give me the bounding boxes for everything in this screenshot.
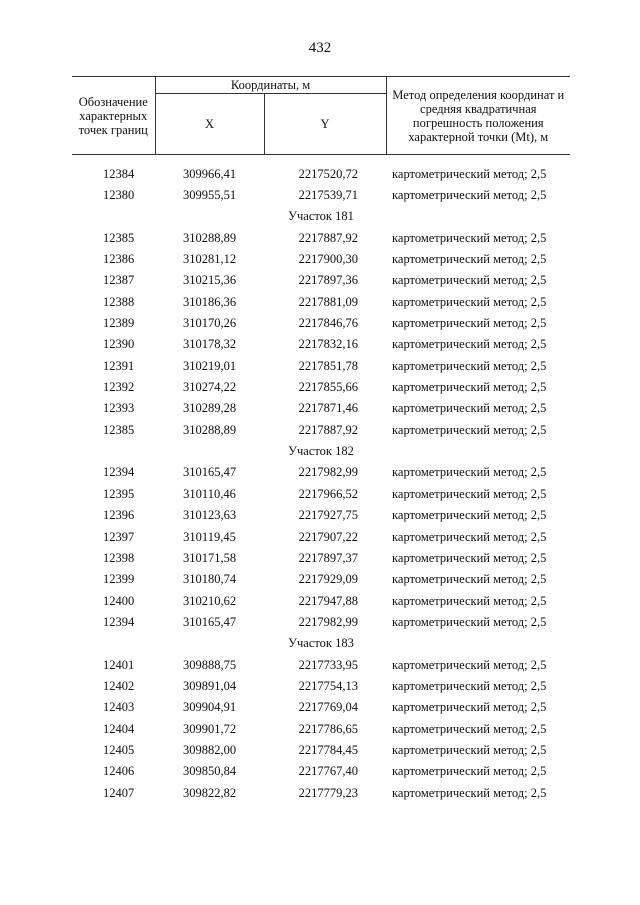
- coordinate-x: 310171,58: [182, 550, 237, 565]
- header-method: Метод определения координат и средняя квадратичная погрешность положения характерной точки (Mt), м: [386, 77, 570, 155]
- table-row: [72, 398, 570, 419]
- coordinate-y: 2217982,99: [298, 614, 359, 629]
- table-row: [72, 419, 570, 440]
- table-row: [72, 163, 570, 184]
- table-body: [72, 155, 570, 804]
- coordinate-y: 2217784,45: [298, 742, 359, 757]
- coordinate-x: 309901,72: [182, 721, 237, 736]
- section-row: [72, 633, 570, 654]
- coordinate-y: 2217887,92: [298, 230, 359, 245]
- coordinate-y: 2217947,88: [298, 593, 359, 608]
- table-row: [72, 334, 570, 355]
- coordinate-y: 2217897,36: [298, 273, 359, 288]
- coordinate-y: 2217887,92: [298, 422, 359, 437]
- table-row: [72, 376, 570, 397]
- coordinate-y: 2217779,23: [298, 785, 359, 800]
- coordinate-x: 310281,12: [182, 252, 237, 267]
- coordinate-y: 2217900,30: [298, 252, 359, 267]
- method-cell: картометрический метод; 2,5: [392, 188, 547, 203]
- coordinate-y: 2217851,78: [298, 358, 359, 373]
- point-number: 12387: [103, 273, 135, 288]
- coordinate-x: 309888,75: [182, 657, 237, 672]
- method-cell: картометрический метод; 2,5: [392, 358, 547, 373]
- method-cell: картометрический метод; 2,5: [392, 614, 547, 629]
- coordinate-y: 2217927,75: [298, 508, 359, 523]
- method-cell: картометрический метод; 2,5: [392, 678, 547, 693]
- point-number: 12391: [103, 358, 135, 373]
- table-row: [72, 270, 570, 291]
- point-number: 12402: [103, 678, 135, 693]
- coordinate-x: 309822,82: [182, 785, 237, 800]
- table-row: [72, 462, 570, 483]
- method-cell: картометрический метод; 2,5: [392, 465, 547, 480]
- point-number: 12395: [103, 486, 135, 501]
- point-number: 12384: [103, 166, 135, 181]
- method-cell: картометрический метод; 2,5: [392, 742, 547, 757]
- table-row: [72, 569, 570, 590]
- method-cell: картометрический метод; 2,5: [392, 422, 547, 437]
- table-row: [72, 782, 570, 803]
- coordinate-y: 2217832,16: [298, 337, 359, 352]
- coordinate-x: 310288,89: [182, 422, 237, 437]
- coordinate-y: 2217982,99: [298, 465, 359, 480]
- point-number: 12400: [103, 593, 135, 608]
- table-row: [72, 654, 570, 675]
- method-cell: картометрический метод; 2,5: [392, 550, 547, 565]
- point-number: 12385: [103, 230, 135, 245]
- coordinates-table: [72, 76, 570, 803]
- coordinate-x: 310123,63: [182, 508, 237, 523]
- method-cell: картометрический метод; 2,5: [392, 230, 547, 245]
- coordinate-y: 2217881,09: [298, 294, 359, 309]
- section-label: Участок 181: [288, 209, 354, 224]
- table-row: [72, 675, 570, 696]
- table-row: [72, 227, 570, 248]
- coordinate-y: 2217520,72: [298, 166, 359, 181]
- point-number: 12394: [103, 465, 135, 480]
- table-row: [72, 718, 570, 739]
- method-cell: картометрический метод; 2,5: [392, 401, 547, 416]
- coordinate-y: 2217767,40: [298, 764, 359, 779]
- section-row: [72, 440, 570, 461]
- method-cell: картометрический метод; 2,5: [392, 721, 547, 736]
- coordinate-x: 310215,36: [182, 273, 237, 288]
- table-row: [72, 547, 570, 568]
- table-header: [72, 77, 570, 155]
- table-row: [72, 483, 570, 504]
- method-cell: картометрический метод; 2,5: [392, 316, 547, 331]
- method-cell: картометрический метод; 2,5: [392, 337, 547, 352]
- point-number: 12406: [103, 764, 135, 779]
- table-row: [72, 697, 570, 718]
- coordinate-x: 310178,32: [182, 337, 237, 352]
- point-number: 12390: [103, 337, 135, 352]
- header-y: Y: [264, 94, 386, 155]
- method-cell: картометрический метод; 2,5: [392, 529, 547, 544]
- coordinate-x: 309966,41: [182, 166, 237, 181]
- method-cell: картометрический метод; 2,5: [392, 166, 547, 181]
- method-cell: картометрический метод; 2,5: [392, 380, 547, 395]
- coordinate-x: 310288,89: [182, 230, 237, 245]
- coordinate-y: 2217966,52: [298, 486, 359, 501]
- method-cell: картометрический метод; 2,5: [392, 657, 547, 672]
- method-cell: картометрический метод; 2,5: [392, 700, 547, 715]
- point-number: 12404: [103, 721, 135, 736]
- coordinate-y: 2217929,09: [298, 572, 359, 587]
- coordinate-x: 310170,26: [182, 316, 237, 331]
- header-designation: Обозначение характерных точек границ: [72, 77, 155, 155]
- method-cell: картометрический метод; 2,5: [392, 273, 547, 288]
- coordinate-y: 2217855,66: [298, 380, 359, 395]
- method-cell: картометрический метод; 2,5: [392, 294, 547, 309]
- coordinate-x: 310219,01: [182, 358, 237, 373]
- section-label: Участок 183: [288, 636, 354, 651]
- coordinate-x: 309904,91: [182, 700, 237, 715]
- coordinate-y: 2217897,37: [298, 550, 359, 565]
- coordinate-x: 310274,22: [182, 380, 237, 395]
- point-number: 12405: [103, 742, 135, 757]
- method-cell: картометрический метод; 2,5: [392, 508, 547, 523]
- coordinate-y: 2217907,22: [298, 529, 359, 544]
- method-cell: картометрический метод; 2,5: [392, 593, 547, 608]
- table-row: [72, 184, 570, 205]
- point-number: 12380: [103, 188, 135, 203]
- point-number: 12407: [103, 785, 135, 800]
- coordinate-x: 310180,74: [182, 572, 237, 587]
- coordinate-x: 309850,84: [182, 764, 237, 779]
- point-number: 12385: [103, 422, 135, 437]
- coordinate-x: 310165,47: [182, 465, 237, 480]
- coordinate-y: 2217871,46: [298, 401, 359, 416]
- table-row: [72, 312, 570, 333]
- method-cell: картометрический метод; 2,5: [392, 572, 547, 587]
- table-row: [72, 505, 570, 526]
- point-number: 12399: [103, 572, 135, 587]
- table-row: [72, 248, 570, 269]
- coordinate-x: 310210,62: [182, 593, 237, 608]
- point-number: 12397: [103, 529, 135, 544]
- coordinate-x: 310110,46: [183, 486, 236, 501]
- coordinate-y: 2217769,04: [298, 700, 359, 715]
- header-x: X: [155, 94, 264, 155]
- section-row: [72, 206, 570, 227]
- table-row: [72, 526, 570, 547]
- method-cell: картометрический метод; 2,5: [392, 486, 547, 501]
- point-number: 12396: [103, 508, 135, 523]
- method-cell: картометрический метод; 2,5: [392, 785, 547, 800]
- table-row: [72, 611, 570, 632]
- coordinate-y: 2217786,65: [298, 721, 359, 736]
- table-row: [72, 590, 570, 611]
- point-number: 12392: [103, 380, 135, 395]
- page-number: 432: [308, 40, 332, 56]
- point-number: 12398: [103, 550, 135, 565]
- section-label: Участок 182: [288, 444, 354, 459]
- coordinate-y: 2217539,71: [298, 188, 359, 203]
- coordinate-y: 2217733,95: [298, 657, 359, 672]
- coordinate-x: 310165,47: [182, 614, 237, 629]
- table-row: [72, 761, 570, 782]
- point-number: 12403: [103, 700, 135, 715]
- coordinate-x: 310119,45: [183, 529, 236, 544]
- coordinate-x: 310289,28: [182, 401, 237, 416]
- point-number: 12394: [103, 614, 135, 629]
- point-number: 12386: [103, 252, 135, 267]
- point-number: 12389: [103, 316, 135, 331]
- coordinate-y: 2217754,13: [298, 678, 359, 693]
- point-number: 12388: [103, 294, 135, 309]
- table-row: [72, 355, 570, 376]
- coordinate-x: 309955,51: [182, 188, 237, 203]
- coordinate-x: 309882,00: [182, 742, 237, 757]
- table-row: [72, 739, 570, 760]
- coordinate-x: 309891,04: [182, 678, 237, 693]
- point-number: 12393: [103, 401, 135, 416]
- header-coordinates: Координаты, м: [155, 77, 386, 94]
- method-cell: картометрический метод; 2,5: [392, 764, 547, 779]
- table-row: [72, 291, 570, 312]
- method-cell: картометрический метод; 2,5: [392, 252, 547, 267]
- coordinate-y: 2217846,76: [298, 316, 359, 331]
- point-number: 12401: [103, 657, 135, 672]
- coordinate-x: 310186,36: [182, 294, 237, 309]
